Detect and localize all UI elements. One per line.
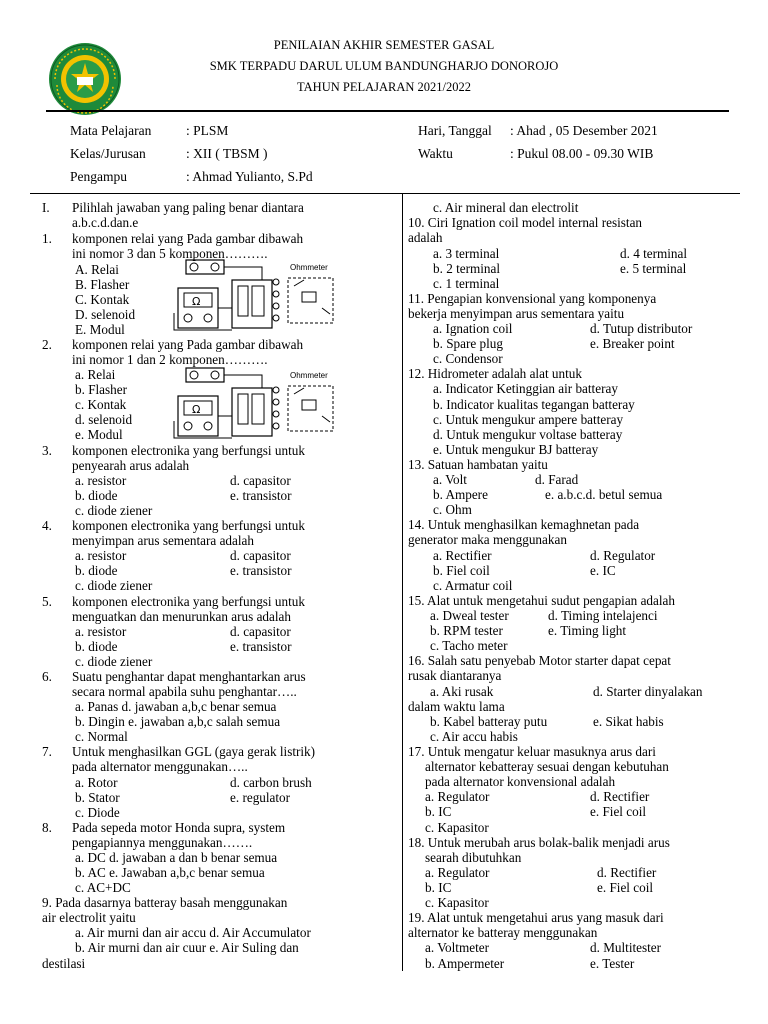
question-line: b. Air murni dan air cuur e. Air Suling dan [75,940,299,955]
question-line: 2. [42,337,52,352]
ohmmeter-label: Ohmmeter [290,371,328,380]
question-line: 14. Untuk menghasilkan kemaghnetan pada [408,517,640,532]
question-line: komponen electronika yang berfungsi untuk [72,594,305,609]
question-line: d. carbon brush [230,775,312,790]
question-line: d. Starter dinyalakan [593,684,703,699]
question-line: komponen relai yang Pada gambar dibawah [72,337,304,352]
question-line: e. Modul [75,427,123,442]
question-line: I. [42,200,50,215]
question-line: 11. Pengapian konvensional yang komponenya [408,291,657,306]
ohm-symbol: Ω [192,403,201,416]
teacher-value: : Ahmad Yulianto, S.Pd [186,169,313,184]
question-line: c. Kapasitor [425,820,489,835]
ohmmeter-label: Ohmmeter [290,263,328,272]
question-line: a. Aki rusak [430,684,494,699]
question-line: d. Farad [535,472,579,487]
question-line: c. Tacho meter [430,638,508,653]
question-line: 8. [42,820,52,835]
question-line: D. selenoid [75,307,136,322]
question-line: d. Timing intelajenci [548,608,658,623]
question-line: a. Dweal tester [430,608,509,623]
question-line: pada alternator konvensional adalah [425,774,616,789]
question-line: a. resistor [75,624,127,639]
question-line: e. Fiel coil [590,804,647,819]
question-line: 12. Hidrometer adalah alat untuk [408,366,582,381]
question-line: e. Untuk mengukur BJ batteray [433,442,599,457]
question-line: a. Ignation coil [433,321,513,336]
question-line: 4. [42,518,52,533]
question-line: d. capasitor [230,473,291,488]
question-line: e. Sikat habis [593,714,664,729]
question-line: komponen electronika yang berfungsi untuk [72,443,305,458]
question-line: b. Fiel coil [433,563,490,578]
question-line: destilasi [42,956,86,971]
question-line: generator maka menggunakan [408,532,567,547]
day-value: : Ahad , 05 Desember 2021 [510,123,658,138]
question-line: e. transistor [230,639,292,654]
question-line: b. Ampermeter [425,956,505,971]
question-line: b. AC e. Jawaban a,b,c benar semua [75,865,265,880]
question-line: 18. Untuk merubah arus bolak-balik menjadi arus [408,835,670,850]
question-line: 13. Satuan hambatan yaitu [408,457,548,472]
question-line: c. Armatur coil [433,578,513,593]
question-line: e. transistor [230,563,292,578]
question-line: d. 4 terminal [620,246,688,261]
subject-value: : PLSM [186,123,229,138]
question-line: a. 3 terminal [433,246,500,261]
question-line: alternator kebatteray sesuai dengan kebutuhan [425,759,669,774]
question-line: 10. Ciri Ignation coil model internal resistan [408,215,643,230]
question-line: b. Ampere [433,487,488,502]
question-line: bekerja menyimpan arus sementara yaitu [408,306,625,321]
question-line: d. Tutup distributor [590,321,693,336]
question-line: b. Dingin e. jawaban a,b,c salah semua [75,714,281,729]
question-line: dalam waktu lama [408,699,505,714]
question-line: c. Kapasitor [425,895,489,910]
question-line: a. resistor [75,473,127,488]
question-line: E. Modul [75,322,125,337]
question-line: d. Untuk mengukur voltase batteray [433,427,623,442]
question-line: a. DC d. jawaban a dan b benar semua [75,850,278,865]
question-line: e. Breaker point [590,336,675,351]
header-school: SMK TERPADU DARUL ULUM BANDUNGHARJO DONOROJO [209,59,559,73]
question-line: d. Rectifier [590,789,650,804]
question-line: 5. [42,594,52,609]
question-line: a. Regulator [425,789,490,804]
question-line: e. IC [590,563,616,578]
relay-test-diagram-1 [172,258,347,333]
question-line: e. a.b.c.d. betul semua [545,487,663,502]
question-line: 17. Untuk mengatur keluar masuknya arus dari [408,744,656,759]
question-line: 9. Pada dasarnya batteray basah menggunakan [42,895,288,910]
header-year: TAHUN PELAJARAN 2021/2022 [297,80,471,94]
question-line: c. Diode [75,805,120,820]
question-line: menguatkan dan menurunkan arus adalah [72,609,291,624]
question-line: Pilihlah jawaban yang paling benar diantara [72,200,304,215]
question-line: b. Stator [75,790,120,805]
question-line: pengapiannya menggunakan……. [72,835,253,850]
question-line: b. IC [425,804,452,819]
relay-test-diagram-2 [172,366,347,441]
question-line: 7. [42,744,52,759]
question-line: a. Regulator [425,865,490,880]
question-line: C. Kontak [75,292,130,307]
question-line: b. Flasher [75,382,128,397]
question-line: b. diode [75,639,118,654]
subject-label: Mata Pelajaran [70,123,152,138]
question-line: c. Untuk mengukur ampere batteray [433,412,624,427]
header-rule [46,110,729,112]
question-line: c. AC+DC [75,880,131,895]
question-line: c. 1 terminal [433,276,500,291]
question-line: e. Timing light [548,623,627,638]
column-divider [402,193,403,971]
question-line: adalah [408,230,443,245]
question-line: c. Air mineral dan electrolit [433,200,579,215]
question-line: searah dibutuhkan [425,850,522,865]
question-line: b. diode [75,488,118,503]
day-label: Hari, Tanggal [418,123,492,138]
question-line: a. Rotor [75,775,118,790]
question-line: b. Spare plug [433,336,503,351]
question-line: c. Air accu habis [430,729,518,744]
header-title: PENILAIAN AKHIR SEMESTER GASAL [273,38,495,52]
question-line: b. Kabel batteray putu [430,714,548,729]
question-line: b. IC [425,880,452,895]
question-line: d. selenoid [75,412,133,427]
question-line: a. Volt [433,472,467,487]
ohm-symbol: Ω [192,295,201,308]
question-line: air electrolit yaitu [42,910,136,925]
question-line: Suatu penghantar dapat menghantarkan arus [72,669,306,684]
question-line: penyearah arus adalah [72,458,190,473]
question-line: a. Panas d. jawaban a,b,c benar semua [75,699,277,714]
question-line: menyimpan arus sementara adalah [72,533,254,548]
question-line: pada alternator menggunakan….. [72,759,248,774]
question-line: B. Flasher [75,277,130,292]
question-line: a. resistor [75,548,127,563]
question-line: c. diode ziener [75,578,153,593]
question-line: komponen electronika yang berfungsi untuk [72,518,305,533]
question-line: c. Normal [75,729,128,744]
class-value: : XII ( TBSM ) [186,146,268,161]
question-line: secara normal apabila suhu penghantar….. [72,684,297,699]
question-line: b. RPM tester [430,623,503,638]
question-line: c. diode ziener [75,503,153,518]
question-line: Pada sepeda motor Honda supra, system [72,820,286,835]
question-line: a. Indicator Ketinggian air batteray [433,381,618,396]
question-line: a.b.c.d.dan.e [72,215,139,230]
question-line: b. 2 terminal [433,261,501,276]
question-line: ini nomor 1 dan 2 komponen………. [72,352,268,367]
time-value: : Pukul 08.00 - 09.30 WIB [510,146,654,161]
question-line: ini nomor 3 dan 5 komponen………. [72,246,268,261]
question-line: 1. [42,231,52,246]
question-line: e. Fiel coil [597,880,654,895]
question-line: a. Relai [75,367,116,382]
question-line: d. Rectifier [597,865,657,880]
question-line: d. Regulator [590,548,656,563]
question-line: e. transistor [230,488,292,503]
question-line: 6. [42,669,52,684]
question-line: d. capasitor [230,548,291,563]
question-line: rusak diantaranya [408,668,502,683]
question-line: 16. Salah satu penyebab Motor starter dapat cepat [408,653,671,668]
question-line: e. 5 terminal [620,261,687,276]
question-line: a. Voltmeter [425,940,489,955]
question-line: c. Kontak [75,397,127,412]
info-rule [30,193,740,194]
question-line: a. Air murni dan air accu d. Air Accumulator [75,925,311,940]
question-line: c. diode ziener [75,654,153,669]
question-line: e. Tester [590,956,635,971]
question-line: e. regulator [230,790,291,805]
class-label: Kelas/Jurusan [70,146,146,161]
time-label: Waktu [418,146,453,161]
question-line: a. Rectifier [433,548,492,563]
teacher-label: Pengampu [70,169,127,184]
question-line: komponen relai yang Pada gambar dibawah [72,231,304,246]
question-line: 19. Alat untuk mengetahui arus yang masuk dari [408,910,664,925]
question-line: b. diode [75,563,118,578]
question-line: A. Relai [75,262,119,277]
question-line: b. Indicator kualitas tegangan batteray [433,397,635,412]
question-line: 15. Alat untuk mengetahui sudut pengapian adalah [408,593,675,608]
question-line: d. Multitester [590,940,662,955]
question-line: c. Ohm [433,502,472,517]
question-line: 3. [42,443,52,458]
question-line: c. Condensor [433,351,503,366]
question-line: alternator ke batteray menggunakan [408,925,598,940]
question-line: Untuk menghasilkan GGL (gaya gerak listrik) [72,744,316,759]
question-line: d. capasitor [230,624,291,639]
